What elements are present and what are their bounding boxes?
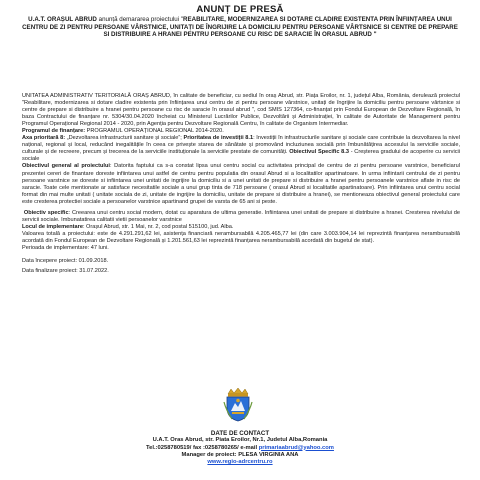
abrud-coat-of-arms-icon	[223, 388, 253, 422]
website-link[interactable]: www.regio-adrcentru.ro	[207, 459, 273, 466]
objective-label: Obiectiv specific	[23, 209, 69, 216]
start-date: Data începere proiect: 01.09.2018.	[22, 258, 109, 265]
axis-label: Axa prioritară 8:	[22, 135, 66, 142]
priority-value: : Investiții în infrastructurile sanitare și sociale care contribuie la dezvoltarea la nivel național, regional și local, reducând inegalitățile în ceea ce privește starea de sănătate și promovând incluziunea socială prin îmbunătățirea accesului la serviciile sociale, culturale și de recreere, precum și trecerea de la serviciile instituționale la serviciile prestate de comunități.	[22, 135, 461, 156]
general-objective-value: : Datorita faptului ca s-a constat lipsa unui centru social cu activitatea principal de centru de zi pentru persoane varstnice, beneficiarul prezentei cereri de finantare doreste infiintarea unui astfel de centru pentru populatia din orasul Abrud si a localitatilor apartinatoare. In urma infiintarii centrului de zi pentru persoane varstnice se doreste si infiintarea unei unitati de ingrijire la domiciliu si a unei unitati de prepare si distribuire a hranei pentru persoanele varstnice aflate in risc de saracie. Toate cele mentionate ar satisface necesitatile sociale a unui grup tinta de 718 persoane ( orasul Abrud si localitatile apartinatoare). Prin infiintarea unui centru social format din mai multe unitati ( unitate sociala de zi, unitate de ingrijire la domiciliu, unitate de prepare si distribuire a hranei), se mentioneaza obiectivul general proiectului care este cresterea protectiei sociale a persoanelor varstnice apartinand grupei de varsta de 65 ani si peste.	[22, 163, 460, 205]
intro-project-title: REABILITARE, MODERNIZAREA SI DOTARE CLADIRE EXISTENTA PRIN ÎNFIINȚAREA UNUI CENTRU DE ZI PENTRU PERSOANE VÂRSTNICE, UNITAȚI DE ÎNGRIJIRE LA DOMICILIU PENTRU PERSOANE VÂRTSNICE SI CENTRE DE PREPARE SI DISTRIBUIRE A HRANEI PENTRU PERSOANE CU RISC DE SARACIE ÎN ORASUL ABRUD "	[22, 16, 458, 39]
priority-label: Prioritatea de investiții 8.1	[183, 135, 254, 142]
contact-heading: DATE DE CONTACT	[210, 430, 270, 437]
project-dates	[22, 258, 460, 275]
programme-value: PROGRAMUL OPERAȚIONAL REGIONAL 2014-2020.	[85, 128, 224, 135]
specific-objective-label: Obiectivul Specific 8.3	[289, 149, 349, 156]
axis-paragraph	[22, 135, 460, 163]
specific-objective-value: - Creșterea gradului de acoperire cu servicii sociale	[22, 149, 460, 163]
intro-lead: U.A.T. ORAȘUL ABRUD	[28, 16, 97, 23]
contact-email-link[interactable]: primariaabrud@yahoo.com	[258, 444, 334, 451]
period-line: Perioada de implementare: 47 luni.	[22, 244, 109, 251]
document-title: ANUNȚ DE PRESĂ	[196, 4, 284, 15]
location-label: Locul de implementare	[22, 223, 83, 230]
location-line	[22, 224, 460, 231]
document-body	[22, 93, 460, 278]
location-value: : Orașul Abrud, str. 1 Mai, nr. 2, cod postal 515100, jud. Alba.	[82, 223, 234, 230]
contact-tel: Tel.:0258780519/ fax :0258780265/ e-mail	[146, 444, 259, 451]
beneficiary-paragraph: UNITATEA ADMINISTRATIV TERITORIALĂ ORAȘ ABRUD, în calitate de beneficiar, cu sediul în oraș Abrud, str. Piața Eroilor, nr. 1, județul Alba, România, derulează proiectul "Reabilitare, modernizarea si dotare cladire existenta prin înființarea unui centru de zi pentru persoane vârstnice, unitați de îngrijire la domiciliu pentru persoane vârtsnice si centre de prepare si distribuire a hranei pentru persoane cu risc de saracie în orasul abrud ", cod SMIS 127364, co-finanțat prin Fondul European de Dezvoltare Regională, în baza Contractului de finanțare nr. 5304/30.04.2020 încheiat cu Ministerul Lucrărilor Publice, Dezvoltării și Administrației, în calitate de Autoritate de Management pentru Programul Operațional Regional 2014 - 2020, prin Agenția pentru Dezvoltare Regională Centru, în calitate de Organism Intermediar.	[22, 93, 460, 128]
project-manager: Manager de proiect: PLESA VIRGINIA ANA	[181, 451, 299, 458]
specific-objective-paragraph	[22, 210, 460, 224]
intro-announce: anunță demararea proiectului "	[96, 16, 184, 23]
contact-footer	[0, 430, 480, 466]
contact-address: U.A.T. Oras Abrud, str. Piata Eroilor, Nr.1, Judetul Alba,Romania	[152, 437, 328, 444]
general-objective-label: Obiectivul general al proiectului	[22, 163, 110, 170]
programme-line	[22, 128, 460, 135]
general-objective-paragraph	[22, 163, 460, 205]
axis-value: „Dezvoltarea infrastructurii sanitare și sociale”;	[65, 135, 184, 142]
value-paragraph: Valoarea totală a proiectului: este de 4.291.291,62 lei, asistența financiară nerambursabilă 4.205.465,77 lei (din care 3.003.904,14 lei reprezintă finanțarea nerambursabilă acordată din Fondul European de Dezvoltare Regională și 1.201.561,63 lei reprezintă finanțarea nerambursabilă acordată din bugetul de stat).	[22, 230, 460, 244]
contact-phone-line	[0, 445, 480, 452]
end-date: Data finalizare proiect: 31.07.2022.	[22, 268, 109, 275]
objective-value: : Creearea unui centru social modern, dotat cu aparatura de ultima generatie. Infiintarea unei unitati de prepare si distribuire a hranei. Cresterea nivelului de servicii sociale. Imbunatatirea calitatii vietii persoanelor varstnice	[22, 209, 460, 223]
programme-label: Programul de finanțare:	[22, 128, 86, 135]
intro-announcement	[22, 16, 458, 39]
